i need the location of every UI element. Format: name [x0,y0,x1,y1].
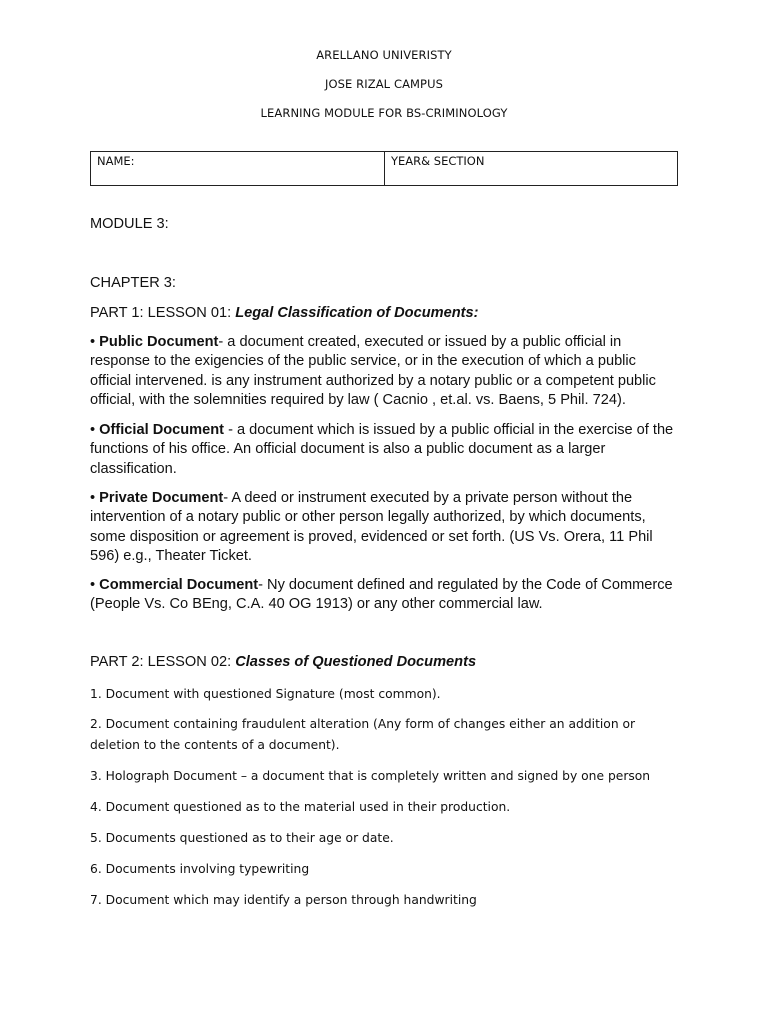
bullet: • [90,490,100,506]
definition-private-document [90,489,680,566]
bullet: • [90,577,100,593]
definition-text: - a document which is issued by a public official in the exercise of the functions of his office. An official document is also a public document as a larger classification. [90,422,674,477]
part2-heading [90,654,476,670]
list-item: 3. Holograph Document – a document that is completely written and signed by one person [90,769,651,783]
definition-official-document [90,421,680,479]
list-item: 4. Document questioned as to the material used in their production. [90,800,511,814]
part1-title: Legal Classification of Documents: [235,305,479,321]
list-item: 6. Documents involving typewriting [90,862,310,876]
term-commercial-document: Commercial Document [99,577,259,593]
university-name: ARELLANO UNIVERISTY [316,48,452,62]
part1-prefix: PART 1: LESSON 01: [90,305,236,321]
bullet: • [90,334,100,350]
student-info-table [90,151,678,186]
name-field-label: NAME: [91,152,385,185]
year-section-field-label: YEAR& SECTION [391,154,485,168]
module-label: MODULE 3: [90,216,169,232]
chapter-label: CHAPTER 3: [90,275,176,291]
term-private-document: Private Document [99,490,224,506]
list-item: 1. Document with questioned Signature (most common). [90,687,441,701]
list-item: 7. Document which may identify a person through handwriting [90,893,477,907]
bullet: • [90,422,100,438]
campus-name: JOSE RIZAL CAMPUS [324,77,444,91]
part2-prefix: PART 2: LESSON 02: [90,654,236,670]
definition-text: - Ny document defined and regulated by the Code of Commerce (People Vs. Co BEng, C.A. 40 OG 1913) or any other commercial law. [90,577,673,613]
definition-commercial-document [90,576,680,615]
part2-title: Classes of Questioned Documents [235,654,477,670]
list-item: 5. Documents questioned as to their age or date. [90,831,394,845]
module-heading: LEARNING MODULE FOR BS-CRIMINOLOGY [260,106,508,120]
term-public-document: Public Document [99,334,219,350]
list-item: 2. Document containing fraudulent alteration (Any form of changes either an addition or deletion to the contents of a document). [90,717,636,752]
term-official-document: Official Document [99,422,225,438]
definition-public-document [90,333,680,410]
definition-text: - a document created, executed or issued by a public official in response to the exigencies of the public service, or in the execution of which a public official intervened. is any instrument authorized by a notary public or a competent public official, with the solemnities required by law ( Cacnio , et.al. vs. Baens, 5 Phil. 724). [90,334,656,408]
definition-text: - A deed or instrument executed by a private person without the intervention of a notary public or other person legally authorized, by which documents, some disposition or agreement is proved, evidenced or set forth. (US Vs. Orera, 11 Phil 596) e.g., Theater Ticket. [90,490,653,564]
part1-heading [90,305,478,321]
